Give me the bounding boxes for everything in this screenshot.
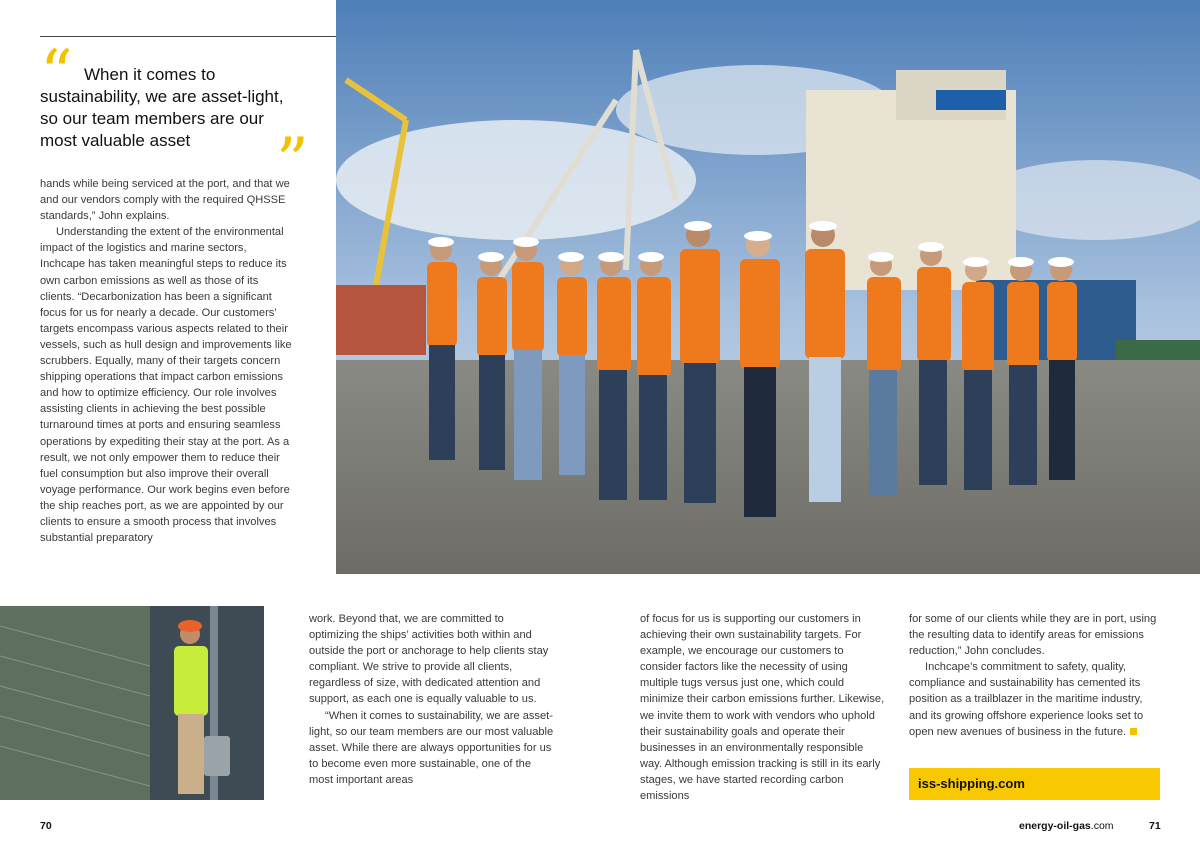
article-column-1 xyxy=(40,176,292,546)
worker-illustration xyxy=(0,606,264,800)
paragraph: “When it comes to sustainability, we are asset-light, so our team members are our most valuable asset. While there are always opportunities for us to become even more sustainable, one of the most important areas xyxy=(309,709,554,786)
paragraph: hands while being serviced at the port, and that we and our vendors comply with the required QHSSE standards,” John explains. xyxy=(40,178,290,223)
website-link[interactable]: iss-shipping.com xyxy=(918,776,1025,791)
page-number-right: 71 xyxy=(1149,820,1161,832)
website-box[interactable] xyxy=(909,768,1160,800)
paragraph: for some of our clients while they are in port, using the resulting data to identify areas for emissions reduction,” John concludes. xyxy=(909,613,1157,658)
hero-photo xyxy=(336,0,1200,574)
hero-illustration xyxy=(336,0,1200,574)
paragraph: work. Beyond that, we are committed to optimizing the ships’ activities both within and outside the port or anchorage to help clients stay compliant. We strive to provide all clients, regardless of size, with dedicated attention and support, as each one is equally valuable to us. xyxy=(309,613,549,706)
article-column-3 xyxy=(640,611,886,804)
paragraph-final xyxy=(909,659,1160,739)
pull-quote-text: When it comes to sustainability, we are asset-light, so our team members are our most valuable asset xyxy=(40,65,284,150)
site-name: energy-oil-gas xyxy=(1019,820,1091,832)
open-quote-icon: “ xyxy=(40,37,73,111)
page-number-left: 70 xyxy=(40,820,52,832)
paragraph: Understanding the extent of the environmental impact of the logistics and marine sectors, Inchcape has taken meaningful steps to reduce its own carbon emissions as well as those of its clients. “Decarbonization has been a significant focus for us for nearly a decade. Our customers’ targets encompass various aspects related to their vessels, such as hull design and improvements like scrubbers. Equally, many of their targets concern shipping operations that impact carbon emissions and how to optimize efficiency. Our role involves assisting clients in achieving the best possible turnaround times at ports and ensuring seamless operations by expediting their stay at the port. As a result, we not only empower them to reduce their fuel consumption but also improve their overall voyage performance. Our work begins even before the ship reaches port, as we are appointed by our clients to ensure a smooth process that involves substantial preparatory xyxy=(40,226,292,545)
worker-photo xyxy=(0,606,264,800)
pull-quote xyxy=(40,37,309,199)
close-quote-icon: ” xyxy=(276,125,309,199)
end-mark-icon xyxy=(1130,728,1137,735)
paragraph-text: Inchcape’s commitment to safety, quality, compliance and sustainability has cemented its position as a trailblazer in the maritime industry, and its growing offshore experience looks set to open new avenues of business in the future. xyxy=(909,661,1144,738)
paragraph: of focus for us is supporting our customers in achieving their own sustainability targets. For example, we encourage our customers to consider factors like the necessity of using multiple tugs versus just one, which could minimize their carbon emissions further. Likewise, we invite them to work with vendors who uphold their sustainability goals and operate their businesses in an environmentally responsible way. Although emission tracking is still in its early stages, we have started recording carbon emissions xyxy=(640,613,885,803)
article-column-4 xyxy=(909,611,1160,740)
article-column-2 xyxy=(309,611,555,788)
site-tld: .com xyxy=(1090,820,1114,832)
footer-site xyxy=(1019,820,1114,832)
